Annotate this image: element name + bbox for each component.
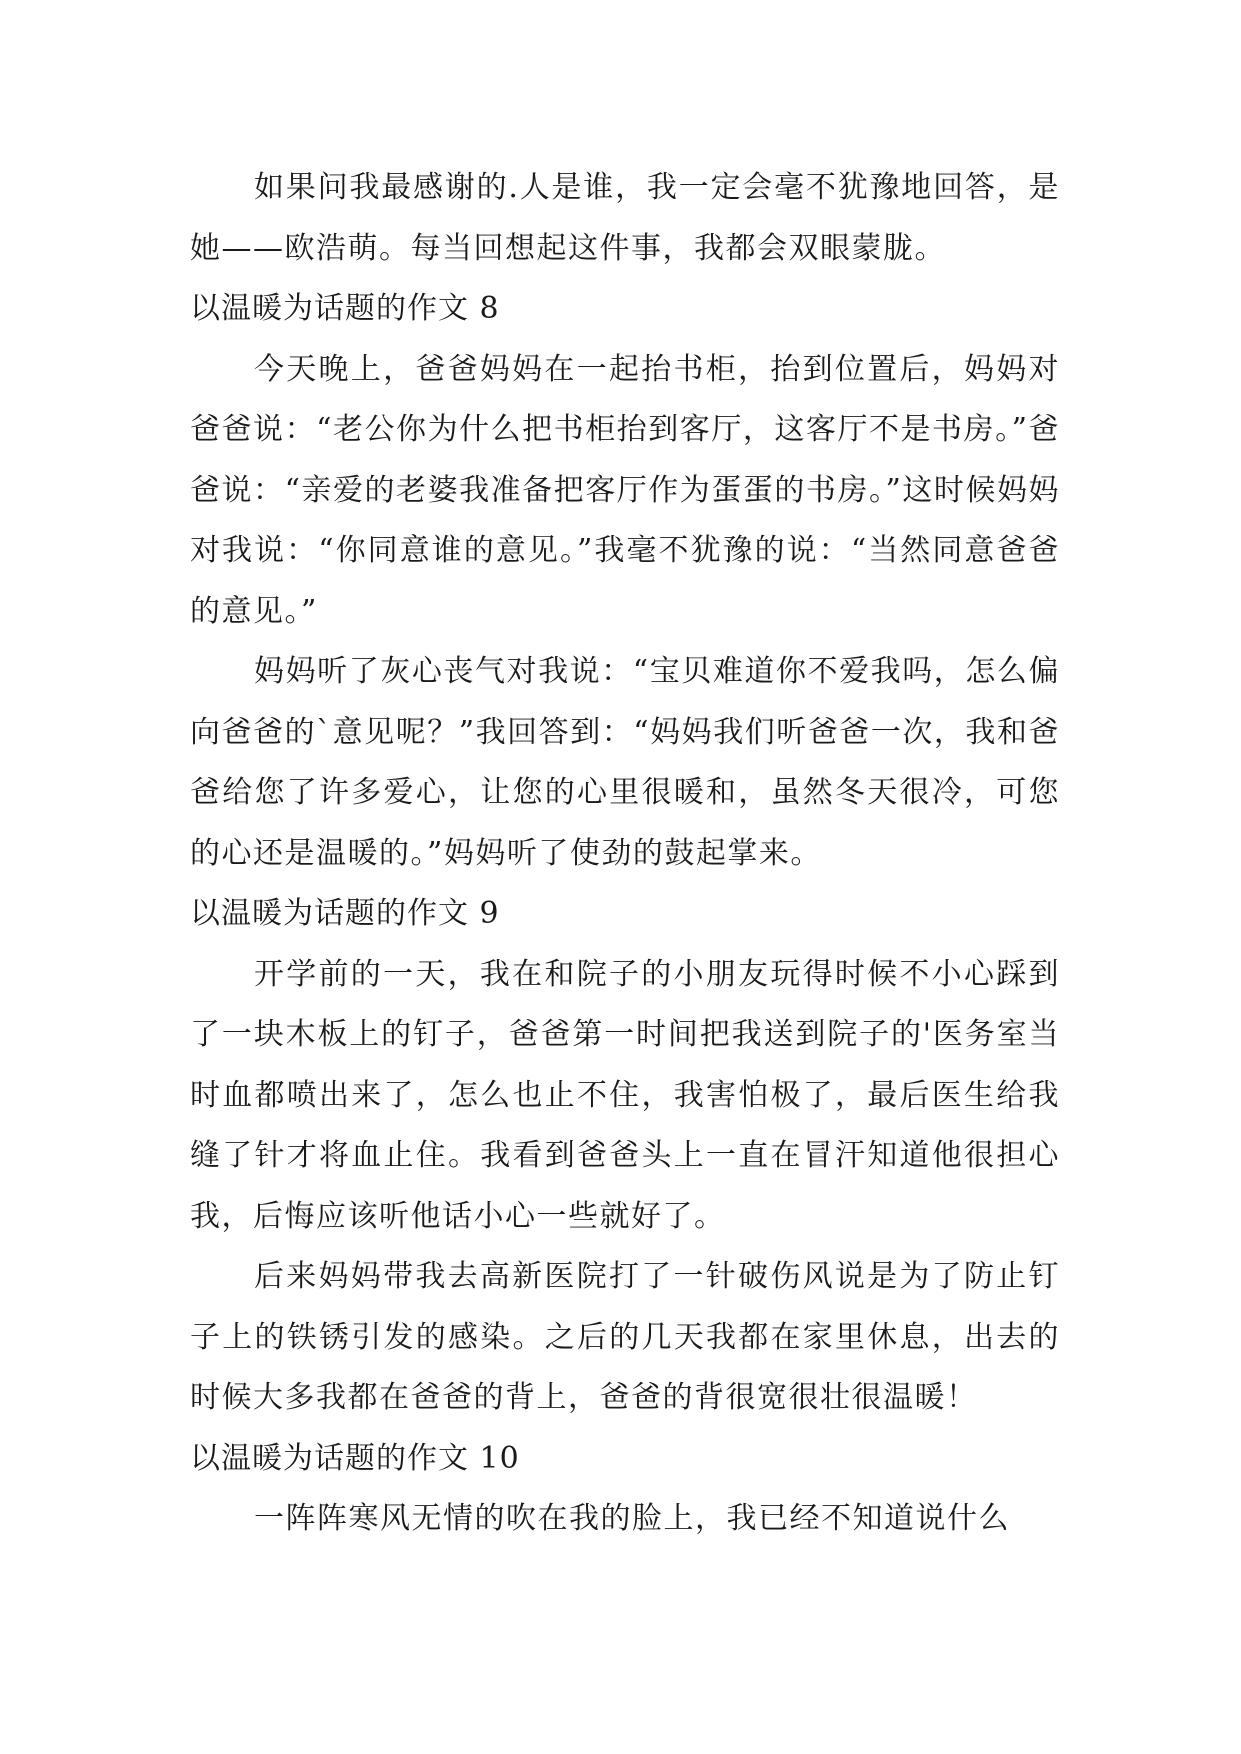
paragraph: 开学前的一天，我在和院子的小朋友玩得时候不小心踩到了一块木板上的钉子，爸爸第一时间把我送到院子的'医务室当时血都喷出来了，怎么也止不住，我害怕极了，最后医生给我缝了针才将血止住。我看到爸爸头上一直在冒汗知道他很担心我，后悔应该听他话小心一些就好了。 bbox=[190, 956, 1060, 1234]
section-heading: 以温暖为话题的作文 8 bbox=[190, 291, 500, 326]
paragraph: 如果问我最感谢的.人是谁，我一定会毫不犹豫地回答，是她——欧浩萌。每当回想起这件事，我都会双眼蒙胧。 bbox=[190, 170, 1060, 266]
section-heading: 以温暖为话题的作文 9 bbox=[190, 896, 500, 931]
paragraph: 后来妈妈带我去高新医院打了一针破伤风说是为了防止钉子上的铁锈引发的感染。之后的几天我都在家里休息，出去的时候大多我都在爸爸的背上，爸爸的背很宽很壮很温暖！ bbox=[190, 1259, 1060, 1415]
document-body bbox=[190, 158, 1060, 1550]
paragraph: 一阵阵寒风无情的吹在我的脸上，我已经不知道说什么 bbox=[254, 1501, 1010, 1536]
section-heading: 以温暖为话题的作文 10 bbox=[190, 1440, 520, 1476]
paragraph: 今天晚上，爸爸妈妈在一起抬书柜，抬到位置后，妈妈对爸爸说：“老公你为什么把书柜抬到客厅，这客厅不是书房。”爸爸说：“亲爱的老婆我准备把客厅作为蛋蛋的书房。”这时候妈妈对我说：“你同意谁的意见。”我毫不犹豫的说：“当然同意爸爸的意见。” bbox=[190, 351, 1060, 629]
paragraph: 妈妈听了灰心丧气对我说：“宝贝难道你不爱我吗，怎么偏向爸爸的`意见呢？”我回答到：“妈妈我们听爸爸一次，我和爸爸给您了许多爱心，让您的心里很暖和，虽然冬天很冷，可您的心还是温暖的。”妈妈听了使劲的鼓起掌来。 bbox=[190, 654, 1060, 871]
